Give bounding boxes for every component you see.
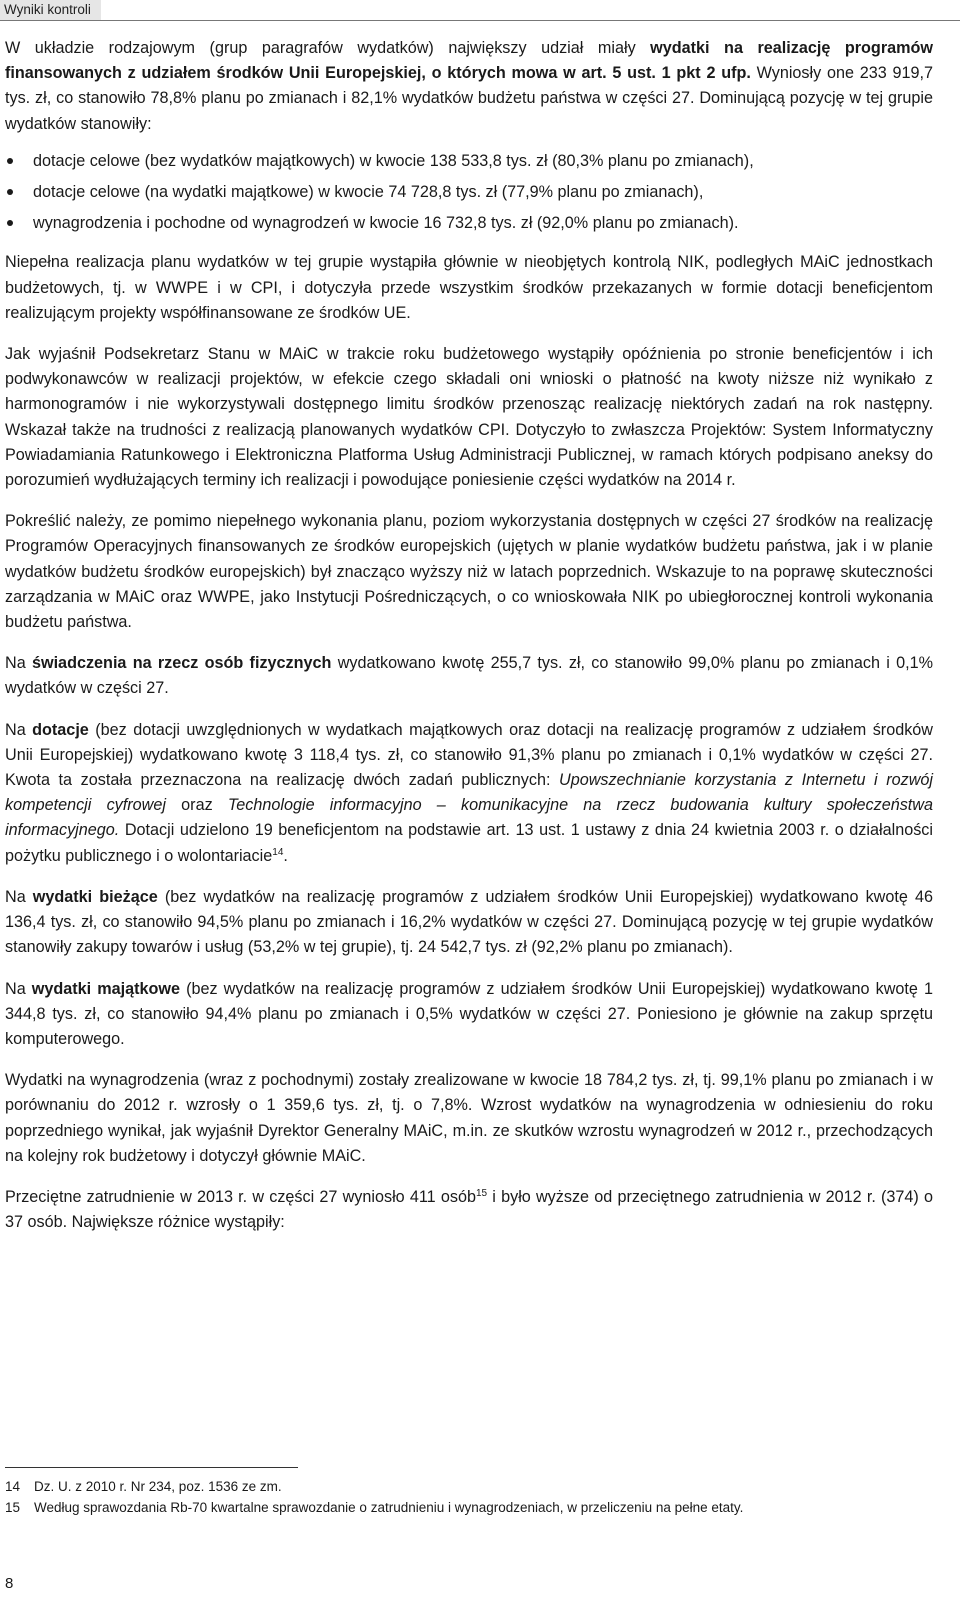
- footnote-number: 15: [5, 1500, 21, 1515]
- bold-run: świadczenia na rzecz osób fizycznych: [31, 654, 332, 673]
- italic-run: Technologie informacyjno – komunikacyjne na rzecz budowania kultury społeczeństwa informacyjnego.: [5, 796, 933, 840]
- footnote-ref[interactable]: 15: [475, 1187, 488, 1199]
- list-item: [5, 149, 933, 174]
- paragraph-6: [5, 718, 933, 869]
- text-run: Na: [5, 887, 33, 906]
- paragraph-2: Niepełna realizacja planu wydatków w tej grupie wystąpiła głównie w nieobjętych kontrolą NIK, podległych MAiC jednostkach budżetowych, tj. w WWPE i w CPI, i dotyczyła przede wszystkim środków przekazanych w formie dotacji beneficjentom realizującym projekty współfinansowane ze środków UE.: [5, 253, 933, 322]
- text-run: (bez dotacji uwzględnionych w wydatkach majątkowych oraz dotacji na realizację programów z udziałem środków Unii Europejskiej) wydatkowano kwotę 3 118,4 tys. zł, co stanowiło 91,3% planu po zmianach i 0,1% wydatków w części 27. Kwota ta została przeznaczona na realizację dwóch zadań publicznych:: [5, 720, 933, 790]
- footnote-text: Według sprawozdania Rb-70 kwartalne sprawozdanie o zatrudnieniu i wynagrodzeniach, w przeliczeniu na pełne etaty.: [34, 1500, 744, 1515]
- paragraph-9: Wydatki na wynagrodzenia (wraz z pochodnymi) zostały zrealizowane w kwocie 18 784,2 tys. zł, tj. 99,1% planu po zmianach i w porównaniu do 2012 r. wzrosły o 1 359,6 tys. zł, tj. o 7,8%. Wzrost wydatków na wynagrodzenia w odniesieniu do roku poprzedniego wynikał, jak wyjaśnił Dyrektor Generalny MAiC, m.in. ze skutków wzrostu wynagrodzeń w 2012 r., przechodzących na kolejny rok budżetowy i dotyczył głównie MAiC.: [5, 1071, 933, 1165]
- bold-run: wydatki majątkowe: [31, 979, 181, 998]
- text-run: W układzie rodzajowym (grup paragrafów wydatków) największy udział miały: [5, 39, 651, 57]
- footnote-text: Dz. U. z 2010 r. Nr 234, poz. 1536 ze zm.: [34, 1479, 282, 1494]
- page-number: 8: [5, 1575, 14, 1592]
- text-run: wydatkowano kwotę 255,7 tys. zł, co stanowiło 99,0% planu po zmianach i 0,1% wydatków w części 27.: [5, 654, 933, 698]
- bullet-icon: [7, 220, 13, 226]
- paragraph-8: [5, 977, 933, 1053]
- footnote-number: 14: [5, 1479, 21, 1494]
- list-item: [5, 211, 933, 236]
- paragraph-3: Jak wyjaśnił Podsekretarz Stanu w MAiC w trakcie roku budżetowego wystąpiły opóźnienia po stronie beneficjentów i ich podwykonawców w realizacji projektów, w efekcie czego składali oni wnioski o płatność na kwoty niższe niż wynikało z harmonogramów i nie wykorzystywali dostępnego limitu środków przenosząc realizację niektórych zadań na rok następny. Wskazał także na trudności z realizacją planowanych wydatków CPI. Dotyczyło to zwłaszcza Projektów: System Informatyczny Powiadamiania Ratunkowego i Elektroniczna Platforma Usług Administracji Publicznej, w ramach których podpisano aneksy do porozumień wydłużających terminy ich realizacji i powodujące poniesienie części wydatków na 2014 r.: [5, 345, 933, 490]
- paragraph-10: [5, 1185, 933, 1235]
- paragraph-5: [5, 651, 933, 701]
- bold-run: wydatki na realizację programów finansowanych z udziałem środków Unii Europejskiej, o których mowa w art. 5 ust. 1 pkt 2 ufp.: [5, 39, 933, 83]
- header-title: Wyniki kontroli: [0, 0, 101, 20]
- paragraph-7: [5, 885, 933, 961]
- text-run: oraz: [165, 796, 228, 815]
- list-item: [5, 180, 933, 205]
- text-run: Wyniosły one 233 919,7 tys. zł, co stanowiło 78,8% planu po zmianach i 82,1% wydatków budżetu państwa w części 27. Dominującą pozycję w tej grupie wydatków stanowiły:: [5, 64, 933, 133]
- list-item-text: dotacje celowe (na wydatki majątkowe) w kwocie 74 728,8 tys. zł (77,9% planu po zmianach),: [33, 183, 704, 202]
- list-item-text: wynagrodzenia i pochodne od wynagrodzeń w kwocie 16 732,8 tys. zł (92,0% planu po zmianach).: [33, 214, 739, 233]
- text-run: Na: [5, 720, 33, 739]
- text-run: Na: [5, 654, 32, 673]
- text-run: Na: [5, 979, 32, 998]
- text-run: (bez wydatków na realizację programów z udziałem środków Unii Europejskiej) wydatkowano kwotę 46 136,4 tys. zł, co stanowiło 94,5% planu po zmianach i 16,2% wydatków w części 27. Dominującą pozycję w tej grupie wydatków stanowiły zakupy towarów i usług (53,2% w tej grupie), tj. 24 542,7 tys. zł (92,2% planu po zmianach).: [5, 887, 933, 957]
- bold-run: wydatki bieżące: [32, 887, 158, 906]
- bullet-icon: [7, 158, 13, 164]
- bullet-icon: [7, 189, 13, 195]
- text-run: Dotacji udzielono 19 beneficjentom na podstawie art. 13 ust. 1 ustawy z dnia 24 kwietnia 2003 r. o działalności pożytku publicznego i o wolontariacie: [5, 821, 933, 865]
- paragraph-1: [5, 36, 933, 137]
- footnote: [5, 1497, 905, 1518]
- paragraph-4: Pokreślić należy, ze pomimo niepełnego wykonania planu, poziom wykorzystania dostępnych w części 27 środków na realizację Programów Operacyjnych finansowanych ze środków europejskich (ujętych w planie wydatków budżetu państwa, jak i w planie wydatków budżetu środków europejskich) był znacząco wyższy niż w latach poprzednich. Wskazuje to na poprawę skuteczności zarządzania w MAiC oraz WWPE, jako Instytucji Pośredniczących, o co wnioskowała NIK po ubiegłorocznej kontroli wykonania budżetu państwa.: [5, 512, 933, 632]
- text-run: (bez wydatków na realizację programów z udziałem środków Unii Europejskiej) wydatkowano kwotę 1 344,8 tys. zł, co stanowiło 94,4% planu po zmianach i 0,5% wydatków w części 27. Poniesiono je głównie na zakup sprzętu komputerowego.: [5, 979, 933, 1048]
- text-run: i było wyższe od przeciętnego zatrudnienia w 2012 r. (374) o 37 osób. Największe różnice wystąpiły:: [5, 1187, 933, 1232]
- footnote: [5, 1476, 905, 1497]
- text-run: .: [283, 846, 288, 865]
- italic-run: Upowszechnianie korzystania z Internetu i rozwój kompetencji cyfrowej: [5, 771, 933, 815]
- bullet-list: [5, 149, 933, 237]
- text-run: Przeciętne zatrudnienie w 2013 r. w części 27 wyniosło 411 osób: [5, 1187, 476, 1206]
- running-header: [0, 0, 960, 21]
- document-body: [5, 36, 933, 1251]
- bold-run: dotacje: [32, 720, 89, 739]
- footnote-ref[interactable]: 14: [272, 846, 284, 858]
- list-item-text: dotacje celowe (bez wydatków majątkowych) w kwocie 138 533,8 tys. zł (80,3% planu po zmianach),: [33, 151, 754, 170]
- footnotes: [5, 1476, 905, 1518]
- footnote-separator: [5, 1467, 298, 1468]
